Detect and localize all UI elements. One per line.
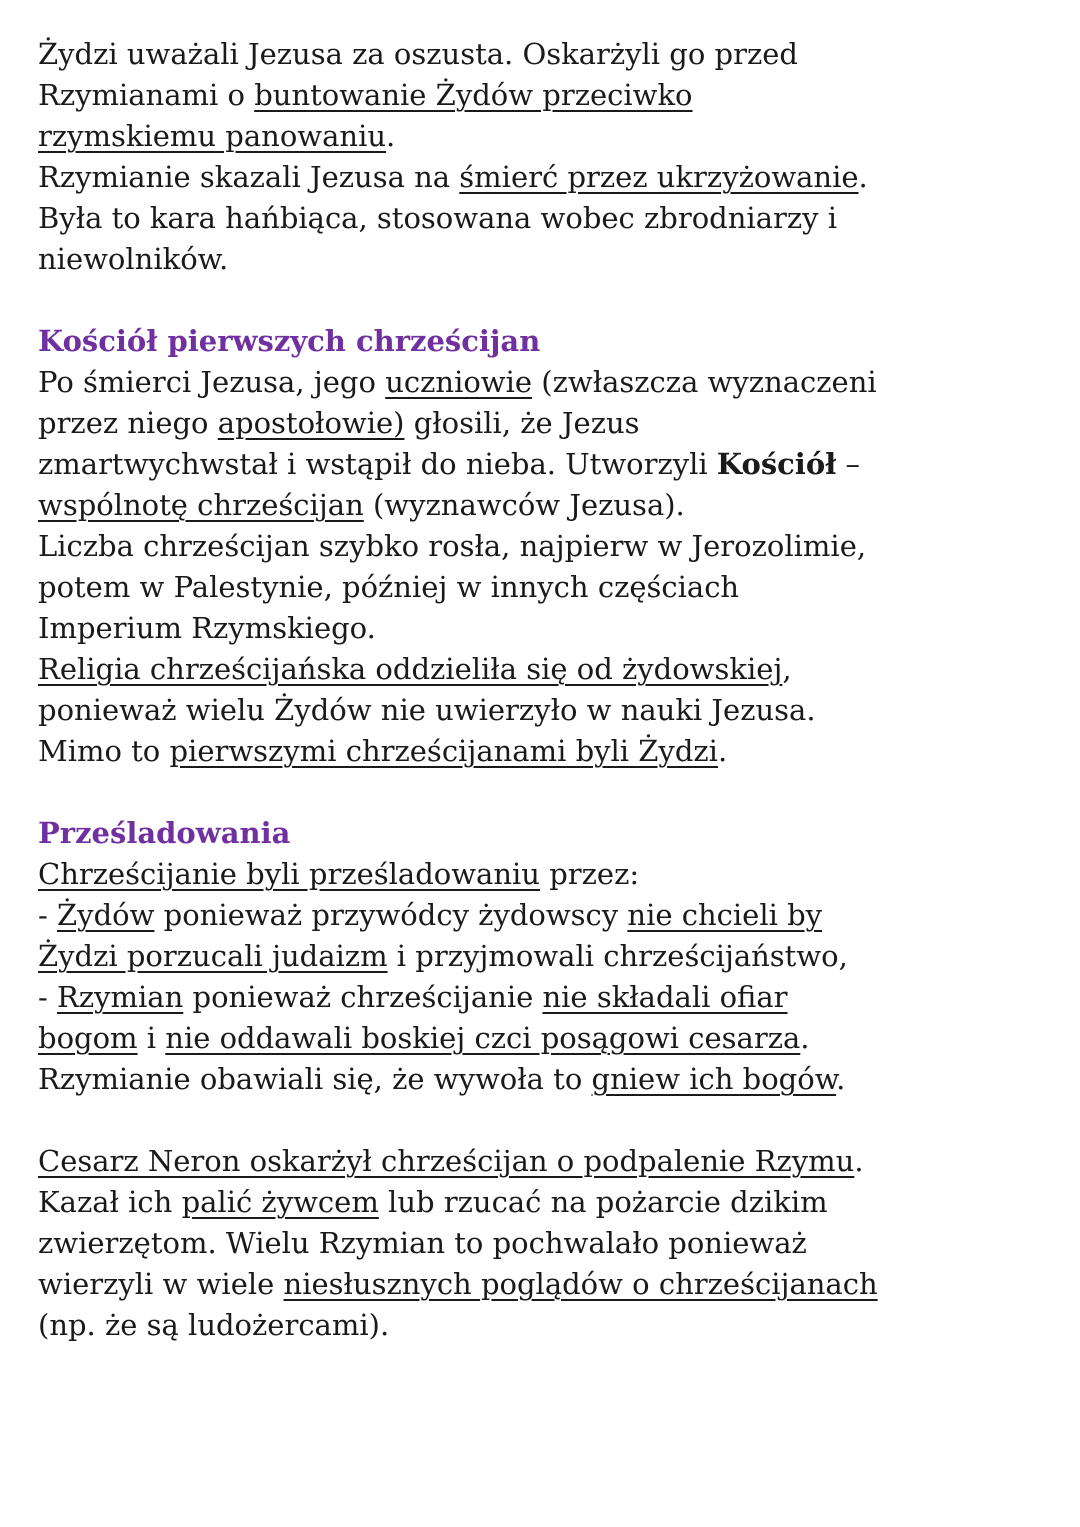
underlined-text: nie składali ofiar xyxy=(542,980,788,1014)
text-line xyxy=(38,157,1042,198)
text-line xyxy=(38,198,1042,239)
underlined-text: nie oddawali boskiej czci posągowi cesarza xyxy=(165,1021,801,1055)
plain-text: zmartwychwstał i wstąpił do nieba. Utworzyli xyxy=(38,447,717,481)
plain-text: Rzymianie obawiali się, że wywoła to xyxy=(38,1062,592,1096)
underlined-text: bogom xyxy=(38,1021,138,1055)
underlined-text: nie chcieli by xyxy=(627,898,823,932)
underlined-text: uczniowie xyxy=(385,365,533,399)
text-line xyxy=(38,403,1042,444)
text-line xyxy=(38,1305,1042,1346)
underlined-text: apostołowie) xyxy=(217,406,405,440)
plain-text: - xyxy=(38,898,58,932)
plain-text: , xyxy=(782,652,792,686)
text-line xyxy=(38,895,1042,936)
plain-text: przez: xyxy=(539,857,640,891)
text-line xyxy=(38,34,1042,75)
underlined-text: Rzymian xyxy=(57,980,184,1014)
plain-text: lub rzucać na pożarcie dzikim xyxy=(378,1185,828,1219)
underlined-text: buntowanie Żydów przeciwko xyxy=(254,78,693,112)
text-line xyxy=(38,1018,1042,1059)
text-line xyxy=(38,977,1042,1018)
plain-text: . xyxy=(858,160,868,194)
underlined-text: niesłusznych poglądów o chrześcijanach xyxy=(283,1267,878,1301)
underlined-text: Religia chrześcijańska oddzieliła się od żydowskiej xyxy=(38,652,783,686)
blank-line xyxy=(38,772,1042,813)
plain-text: (zwłaszcza wyznaczeni xyxy=(532,365,877,399)
underlined-text: śmierć przez ukrzyżowanie xyxy=(459,160,859,194)
plain-text: wierzyli w wiele xyxy=(38,1267,284,1301)
blank-line xyxy=(38,280,1042,321)
plain-text: ponieważ chrześcijanie xyxy=(183,980,543,1014)
plain-text: i xyxy=(137,1021,166,1055)
plain-text: Kazał ich xyxy=(38,1185,182,1219)
plain-text: Była to kara hańbiąca, stosowana wobec zbrodniarzy i xyxy=(38,201,838,235)
plain-text: – xyxy=(836,447,861,481)
underlined-text: Cesarz Neron oskarżył chrześcijan o podpalenie Rzymu xyxy=(38,1144,855,1178)
text-line xyxy=(38,608,1042,649)
text-line xyxy=(38,1059,1042,1100)
text-line xyxy=(38,690,1042,731)
text-line xyxy=(38,854,1042,895)
text-line xyxy=(38,1141,1042,1182)
plain-text: i przyjmowali chrześcijaństwo, xyxy=(387,939,848,973)
bold-text: Kościół xyxy=(716,447,837,481)
plain-text: Imperium Rzymskiego. xyxy=(38,611,376,645)
plain-text: (np. że są ludożercami). xyxy=(38,1308,390,1342)
document-body xyxy=(38,34,1042,1346)
underlined-text: rzymskiemu panowaniu xyxy=(38,119,387,153)
plain-text: . xyxy=(717,734,728,768)
plain-text: ponieważ przywódcy żydowscy xyxy=(154,898,628,932)
underlined-text: pierwszymi chrześcijanami byli Żydzi xyxy=(169,734,718,768)
text-line xyxy=(38,1182,1042,1223)
plain-text: zwierzętom. Wielu Rzymian to pochwalało ponieważ xyxy=(38,1226,807,1260)
text-line xyxy=(38,239,1042,280)
plain-text: Po śmierci Jezusa, jego xyxy=(38,365,386,399)
underlined-text: wspólnotę chrześcijan xyxy=(38,488,364,522)
text-line xyxy=(38,1264,1042,1305)
plain-text: Rzymianami o xyxy=(38,78,255,112)
text-line xyxy=(38,444,1042,485)
underlined-text: Żydów xyxy=(57,898,155,932)
text-line xyxy=(38,362,1042,403)
section-heading: Kościół pierwszych chrześcijan xyxy=(38,324,541,358)
text-line xyxy=(38,485,1042,526)
plain-text: . xyxy=(836,1062,846,1096)
plain-text: (wyznawców Jezusa). xyxy=(363,488,685,522)
text-line xyxy=(38,567,1042,608)
text-line xyxy=(38,731,1042,772)
text-line xyxy=(38,75,1042,116)
blank-line xyxy=(38,1100,1042,1141)
plain-text: . xyxy=(800,1021,810,1055)
section-heading: Prześladowania xyxy=(38,816,291,850)
plain-text: potem w Palestynie, później w innych częściach xyxy=(38,570,740,604)
plain-text: ponieważ wielu Żydów nie uwierzyło w nauki Jezusa. xyxy=(38,693,816,727)
text-line xyxy=(38,116,1042,157)
plain-text: głosili, że Jezus xyxy=(404,406,640,440)
plain-text: . xyxy=(854,1144,864,1178)
text-line xyxy=(38,936,1042,977)
underlined-text: palić żywcem xyxy=(181,1185,379,1219)
plain-text: przez niego xyxy=(38,406,218,440)
plain-text: Rzymianie skazali Jezusa na xyxy=(38,160,460,194)
text-line xyxy=(38,526,1042,567)
plain-text: - xyxy=(38,980,58,1014)
plain-text: . xyxy=(386,119,396,153)
underlined-text: Żydzi porzucali judaizm xyxy=(38,939,388,973)
text-line xyxy=(38,649,1042,690)
underlined-text: gniew ich bogów xyxy=(591,1062,837,1096)
plain-text: Mimo to xyxy=(38,734,170,768)
plain-text: Liczba chrześcijan szybko rosła, najpierw w Jerozolimie, xyxy=(38,529,867,563)
plain-text: Żydzi uważali Jezusa za oszusta. Oskarżyli go przed xyxy=(38,37,798,71)
underlined-text: Chrześcijanie byli prześladowaniu xyxy=(38,857,540,891)
text-line xyxy=(38,1223,1042,1264)
plain-text: niewolników. xyxy=(38,242,229,276)
